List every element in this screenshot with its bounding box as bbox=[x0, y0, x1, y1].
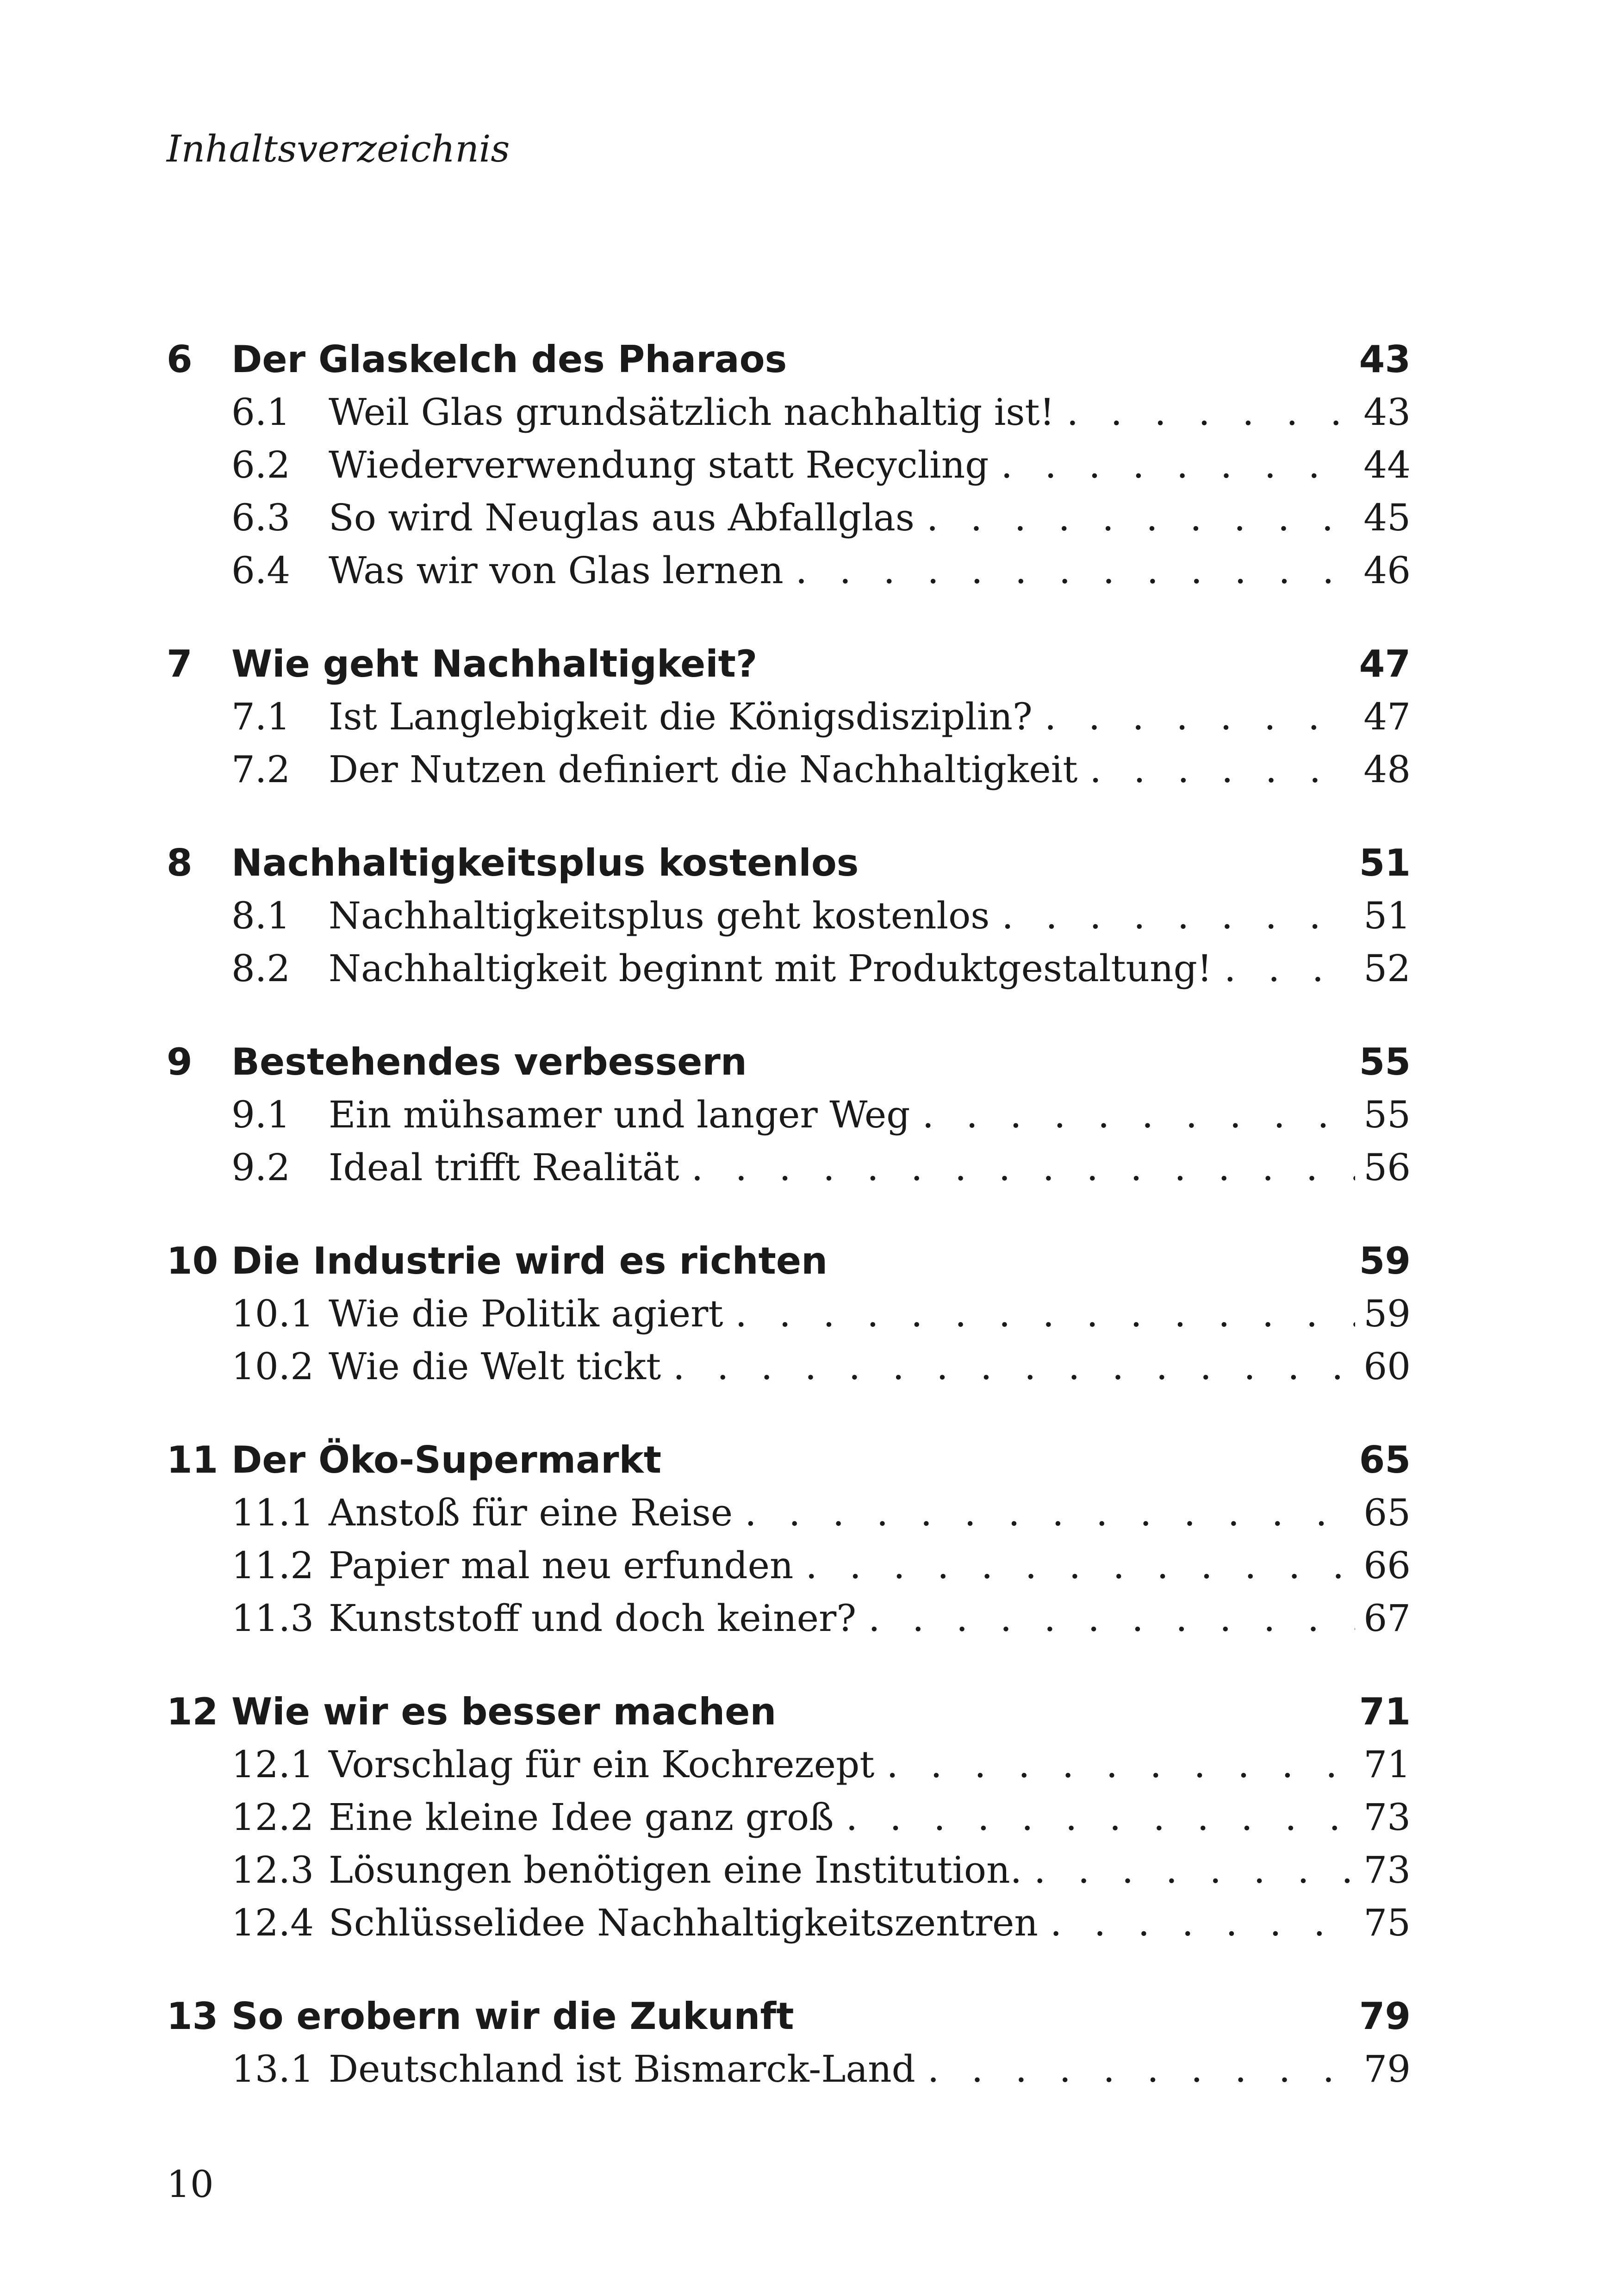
toc-chapter bbox=[167, 333, 1411, 597]
section-number: 10.2 bbox=[231, 1345, 314, 1388]
section-title: Was wir von Glas lernen bbox=[329, 549, 784, 592]
section-entry bbox=[231, 1844, 1411, 1897]
section-entry bbox=[231, 492, 1411, 544]
section-title: Papier mal neu erfunden bbox=[329, 1544, 794, 1587]
section-title: Kunststoff und doch keiner? bbox=[329, 1597, 857, 1640]
section-number: 6.1 bbox=[231, 391, 291, 434]
chapter-page: 51 bbox=[1359, 841, 1411, 884]
section-title: Nachhaltigkeit beginnt mit Produktgestaltung! bbox=[329, 947, 1212, 990]
section-entry bbox=[231, 691, 1411, 743]
section-page: 45 bbox=[1363, 496, 1411, 539]
dot-leader bbox=[805, 1539, 1355, 1592]
section-entry bbox=[231, 942, 1411, 995]
section-page: 73 bbox=[1363, 1796, 1411, 1839]
section-number: 9.2 bbox=[231, 1146, 291, 1189]
section-number: 12.3 bbox=[231, 1848, 314, 1892]
section-number: 7.2 bbox=[231, 748, 291, 791]
dot-leader bbox=[691, 1141, 1355, 1194]
chapter-title: Wie geht Nachhaltigkeit? bbox=[231, 642, 758, 685]
section-entry bbox=[231, 890, 1411, 942]
section-page: 71 bbox=[1363, 1743, 1411, 1786]
dot-leader bbox=[1050, 1897, 1355, 1949]
chapter-number: 12 bbox=[167, 1690, 218, 1733]
section-title: Wie die Welt tickt bbox=[329, 1345, 661, 1388]
dot-leader bbox=[735, 1288, 1355, 1340]
section-number: 11.1 bbox=[231, 1491, 314, 1534]
dot-leader bbox=[886, 1738, 1355, 1791]
section-title: Ein mühsamer und langer Weg bbox=[329, 1093, 910, 1136]
chapter-page: 71 bbox=[1359, 1690, 1411, 1733]
section-number: 9.1 bbox=[231, 1093, 291, 1136]
section-title: Ideal trifft Realität bbox=[329, 1146, 679, 1189]
section-number: 6.4 bbox=[231, 549, 291, 592]
section-number: 11.3 bbox=[231, 1597, 314, 1640]
dot-leader bbox=[927, 2043, 1355, 2096]
running-head: Inhaltsverzeichnis bbox=[167, 127, 510, 170]
section-entry bbox=[231, 1738, 1411, 1791]
toc-chapter bbox=[167, 638, 1411, 796]
section-title: Schlüsselidee Nachhaltigkeitszentren bbox=[329, 1901, 1038, 1944]
section-number: 6.3 bbox=[231, 496, 291, 539]
section-page: 55 bbox=[1363, 1093, 1411, 1136]
dot-leader bbox=[1089, 743, 1355, 796]
section-entry bbox=[231, 544, 1411, 597]
section-entry bbox=[231, 2043, 1411, 2096]
section-page: 67 bbox=[1363, 1597, 1411, 1640]
section-entry bbox=[231, 1592, 1411, 1645]
section-page: 73 bbox=[1363, 1848, 1411, 1892]
chapter-entry bbox=[167, 837, 1411, 890]
section-title: Deutschland ist Bismarck-Land bbox=[329, 2047, 915, 2091]
section-entry bbox=[231, 1288, 1411, 1340]
section-number: 8.2 bbox=[231, 947, 291, 990]
section-page: 52 bbox=[1363, 947, 1411, 990]
section-entry bbox=[231, 743, 1411, 796]
chapter-entry bbox=[167, 1434, 1411, 1487]
page-number: 10 bbox=[167, 2163, 214, 2206]
chapter-page: 47 bbox=[1359, 642, 1411, 685]
table-of-contents bbox=[167, 333, 1411, 2136]
section-title: Anstoß für eine Reise bbox=[329, 1491, 733, 1534]
chapter-title: Bestehendes verbessern bbox=[231, 1040, 747, 1083]
dot-leader bbox=[745, 1487, 1355, 1539]
section-number: 6.2 bbox=[231, 443, 291, 486]
chapter-number: 6 bbox=[167, 338, 193, 381]
dot-leader bbox=[673, 1340, 1355, 1393]
section-title: Weil Glas grundsätzlich nachhaltig ist! bbox=[329, 391, 1055, 434]
section-page: 59 bbox=[1363, 1292, 1411, 1335]
section-page: 51 bbox=[1363, 894, 1411, 937]
chapter-page: 65 bbox=[1359, 1438, 1411, 1481]
section-number: 10.1 bbox=[231, 1292, 314, 1335]
section-entry bbox=[231, 1791, 1411, 1844]
dot-leader bbox=[796, 544, 1355, 597]
section-entry bbox=[231, 439, 1411, 492]
chapter-entry bbox=[167, 638, 1411, 691]
section-entry bbox=[231, 386, 1411, 439]
chapter-title: Nachhaltigkeitsplus kostenlos bbox=[231, 841, 859, 884]
chapter-title: So erobern wir die Zukunft bbox=[231, 1995, 794, 2038]
section-number: 7.1 bbox=[231, 695, 291, 738]
section-page: 79 bbox=[1363, 2047, 1411, 2091]
dot-leader bbox=[922, 1089, 1355, 1141]
section-page: 75 bbox=[1363, 1901, 1411, 1944]
toc-chapter bbox=[167, 1990, 1411, 2096]
toc-chapter bbox=[167, 1036, 1411, 1194]
dot-leader bbox=[846, 1791, 1355, 1844]
chapter-page: 55 bbox=[1359, 1040, 1411, 1083]
section-number: 11.2 bbox=[231, 1544, 314, 1587]
section-page: 56 bbox=[1363, 1146, 1411, 1189]
section-number: 8.1 bbox=[231, 894, 291, 937]
section-page: 60 bbox=[1363, 1345, 1411, 1388]
section-entry bbox=[231, 1340, 1411, 1393]
dot-leader bbox=[1002, 890, 1355, 942]
section-title: Eine kleine Idee ganz groß bbox=[329, 1796, 834, 1839]
section-number: 12.4 bbox=[231, 1901, 314, 1944]
chapter-number: 11 bbox=[167, 1438, 218, 1481]
section-title: So wird Neuglas aus Abfallglas bbox=[329, 496, 915, 539]
section-page: 65 bbox=[1363, 1491, 1411, 1534]
section-entry bbox=[231, 1897, 1411, 1949]
section-number: 12.2 bbox=[231, 1796, 314, 1839]
chapter-title: Die Industrie wird es richten bbox=[231, 1239, 828, 1282]
section-page: 46 bbox=[1363, 549, 1411, 592]
chapter-page: 79 bbox=[1359, 1995, 1411, 2038]
dot-leader bbox=[927, 492, 1355, 544]
section-title: Nachhaltigkeitsplus geht kostenlos bbox=[329, 894, 990, 937]
chapter-title: Der Glaskelch des Pharaos bbox=[231, 338, 787, 381]
section-title: Vorschlag für ein Kochrezept bbox=[329, 1743, 875, 1786]
chapter-title: Wie wir es besser machen bbox=[231, 1690, 777, 1733]
chapter-entry bbox=[167, 333, 1411, 386]
dot-leader bbox=[1034, 1844, 1355, 1897]
section-number: 12.1 bbox=[231, 1743, 314, 1786]
section-title: Wie die Politik agiert bbox=[329, 1292, 723, 1335]
section-page: 66 bbox=[1363, 1544, 1411, 1587]
chapter-title: Der Öko-Supermarkt bbox=[231, 1438, 661, 1481]
chapter-entry bbox=[167, 1235, 1411, 1288]
section-number: 13.1 bbox=[231, 2047, 314, 2091]
section-entry bbox=[231, 1487, 1411, 1539]
toc-chapter bbox=[167, 1434, 1411, 1645]
section-entry bbox=[231, 1141, 1411, 1194]
toc-chapter bbox=[167, 837, 1411, 995]
section-page: 47 bbox=[1363, 695, 1411, 738]
section-page: 44 bbox=[1363, 443, 1411, 486]
section-title: Der Nutzen definiert die Nachhaltigkeit bbox=[329, 748, 1078, 791]
section-entry bbox=[231, 1089, 1411, 1141]
dot-leader bbox=[1001, 439, 1355, 492]
dot-leader bbox=[1045, 691, 1355, 743]
chapter-number: 7 bbox=[167, 642, 193, 685]
toc-chapter bbox=[167, 1686, 1411, 1949]
section-page: 48 bbox=[1363, 748, 1411, 791]
chapter-number: 9 bbox=[167, 1040, 193, 1083]
section-page: 43 bbox=[1363, 391, 1411, 434]
chapter-number: 8 bbox=[167, 841, 193, 884]
section-entry bbox=[231, 1539, 1411, 1592]
chapter-entry bbox=[167, 1686, 1411, 1738]
chapter-page: 59 bbox=[1359, 1239, 1411, 1282]
chapter-number: 10 bbox=[167, 1239, 218, 1282]
section-title: Lösungen benötigen eine Institution. bbox=[329, 1848, 1022, 1892]
dot-leader bbox=[868, 1592, 1355, 1645]
toc-chapter bbox=[167, 1235, 1411, 1393]
chapter-entry bbox=[167, 1036, 1411, 1089]
dot-leader bbox=[1224, 942, 1355, 995]
dot-leader bbox=[1067, 386, 1355, 439]
chapter-page: 43 bbox=[1359, 338, 1411, 381]
section-title: Wiederverwendung statt Recycling bbox=[329, 443, 989, 486]
section-title: Ist Langlebigkeit die Königsdisziplin? bbox=[329, 695, 1033, 738]
chapter-entry bbox=[167, 1990, 1411, 2043]
chapter-number: 13 bbox=[167, 1995, 218, 2038]
